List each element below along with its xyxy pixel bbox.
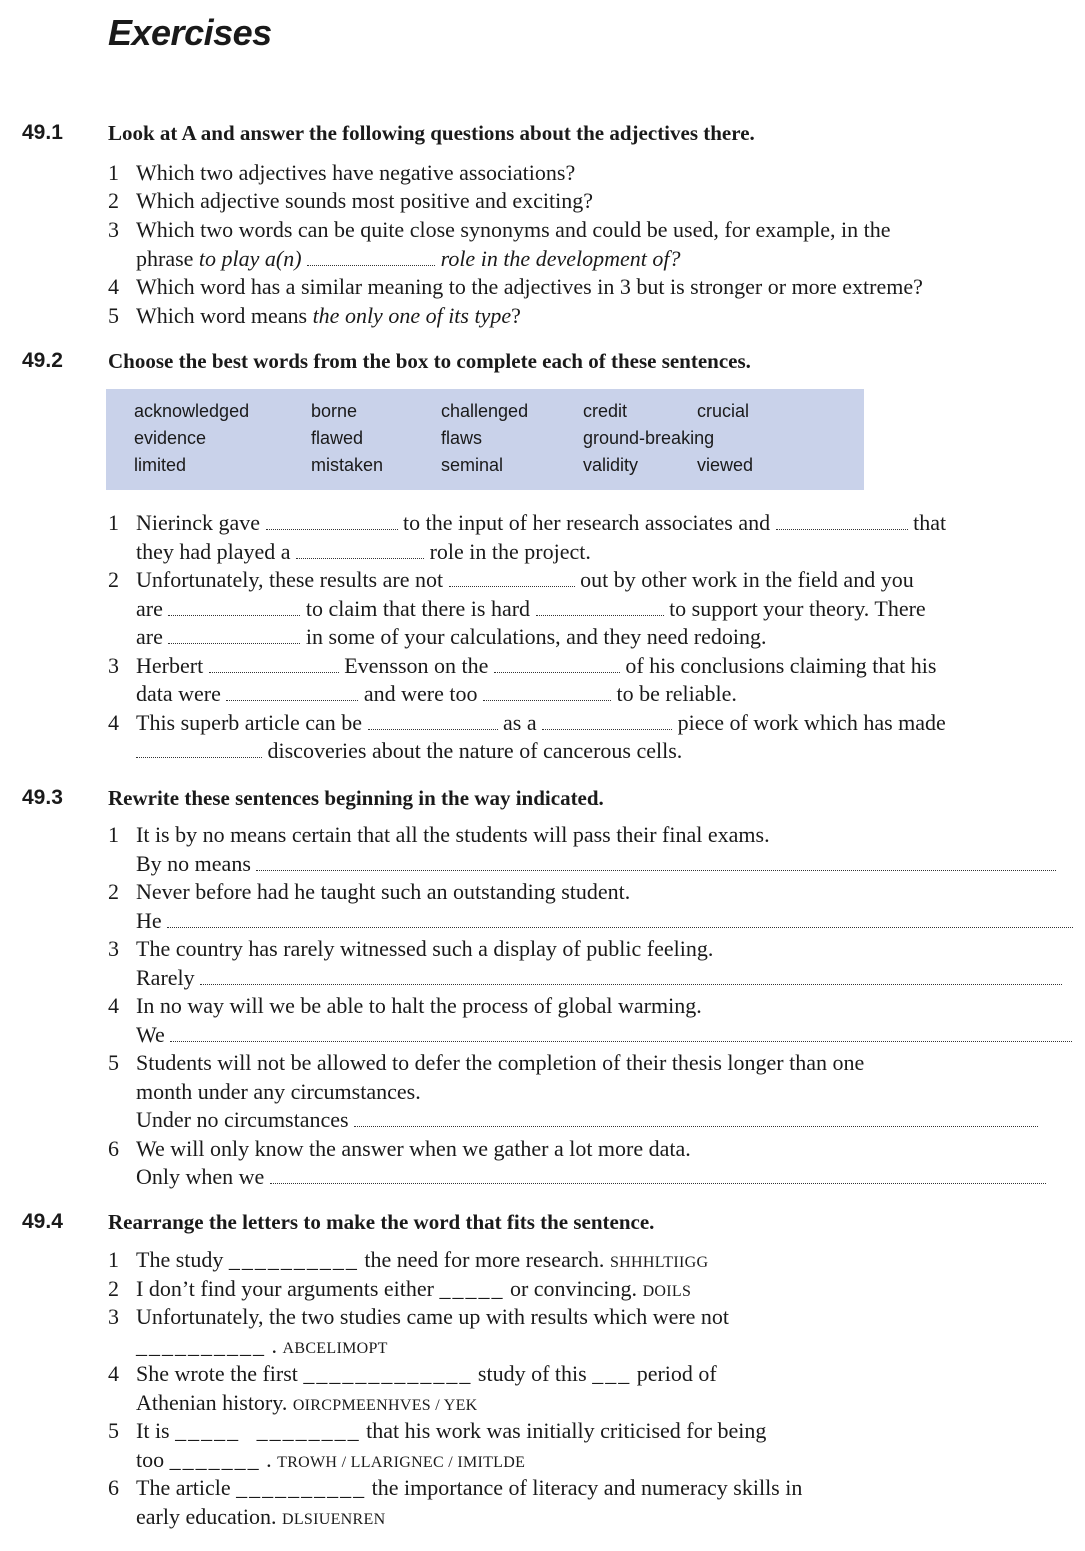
- anagram-letters: ABCELIMOPT: [282, 1340, 388, 1357]
- answer-blank[interactable]: [776, 511, 908, 530]
- box-word: viewed: [697, 455, 754, 475]
- sentence-item: 2 Unfortunately, these results are not out by other work in the field and you: [108, 567, 914, 592]
- sentence-item: 4 This superb article can be as a piece of work which has made: [108, 710, 946, 735]
- answer-blank[interactable]: [296, 540, 424, 559]
- rewrite-prompt: Rarely: [136, 964, 1062, 992]
- box-word: seminal: [441, 455, 504, 475]
- rewrite-prompt: He: [136, 907, 1073, 935]
- letter-blanks[interactable]: ________: [256, 1418, 361, 1443]
- answer-blank[interactable]: [536, 597, 664, 616]
- answer-line[interactable]: [256, 852, 1056, 871]
- box-word: credit: [583, 401, 628, 421]
- letter-blanks[interactable]: _____________: [303, 1361, 473, 1386]
- answer-blank[interactable]: [449, 568, 575, 587]
- sentence-item: 2 I don’t find your arguments either _____ or convincing. DOILS: [108, 1276, 692, 1301]
- box-word: limited: [134, 455, 187, 475]
- exercise-number: 49.2: [22, 349, 63, 372]
- sentence-item: 5 It is _____ ________ that his work was initially criticised for being: [108, 1418, 767, 1443]
- answer-line[interactable]: [170, 1023, 1072, 1042]
- exercise-instruction: Rearrange the letters to make the word that fits the sentence.: [108, 1210, 655, 1234]
- sentence-continuation: are in some of your calculations, and they need redoing.: [136, 624, 767, 649]
- answer-blank[interactable]: [209, 654, 339, 673]
- box-word: acknowledged: [134, 401, 250, 421]
- letter-blanks[interactable]: ___: [592, 1361, 632, 1386]
- sentence-continuation: they had played a role in the project.: [136, 539, 591, 564]
- question-continuation: phrase to play a(n) role in the development of?: [136, 246, 681, 271]
- sentence-item: 2 Never before had he taught such an outstanding student.: [108, 879, 631, 904]
- letter-blanks[interactable]: __________: [236, 1475, 367, 1500]
- sentence-continuation: are to claim that there is hard to support your theory. There: [136, 596, 926, 621]
- answer-blank[interactable]: [136, 739, 262, 758]
- sentence-item: 1 The study __________ the need for more research. SHHHLTIIGG: [108, 1247, 709, 1272]
- sentence-item: 3 Unfortunately, the two studies came up with results which were not: [108, 1304, 730, 1329]
- box-word: borne: [311, 401, 358, 421]
- rewrite-prompt: Only when we: [136, 1163, 1046, 1191]
- exercise-number: 49.1: [22, 121, 63, 144]
- sentence-item: 1 Nierinck gave to the input of her research associates and that: [108, 510, 947, 535]
- sentence-item: 6 The article __________ the importance of literacy and numeracy skills in: [108, 1475, 803, 1500]
- sentence-continuation: data were and were too to be reliable.: [136, 681, 737, 706]
- anagram-letters: OIRCPMEENHVES / YEK: [292, 1397, 478, 1414]
- question-item: 5 Which word means the only one of its type?: [108, 303, 521, 328]
- sentence-continuation: discoveries about the nature of cancerous cells.: [136, 737, 682, 765]
- answer-blank[interactable]: [226, 682, 358, 701]
- sentence-continuation: early education. DLSIUENREN: [136, 1504, 386, 1529]
- answer-line[interactable]: [354, 1108, 1038, 1127]
- answer-line[interactable]: [200, 966, 1062, 985]
- sentence-continuation: month under any circumstances.: [136, 1079, 421, 1104]
- box-word: ground-breaking: [583, 428, 715, 448]
- answer-blank[interactable]: [168, 625, 300, 644]
- exercise-number: 49.4: [22, 1210, 63, 1233]
- rewrite-prompt: By no means: [136, 850, 1056, 878]
- sentence-continuation: too _______ . TROWH / LLARIGNEC / IMITLDE: [136, 1447, 526, 1472]
- sentence-item: 3 Herbert Evensson on the of his conclusions claiming that his: [108, 653, 937, 678]
- sentence-item: 1 It is by no means certain that all the students will pass their final exams.: [108, 822, 770, 847]
- sentence-continuation: Athenian history. OIRCPMEENHVES / YEK: [136, 1390, 478, 1415]
- answer-line[interactable]: [270, 1165, 1046, 1184]
- answer-blank[interactable]: [168, 597, 300, 616]
- answer-blank[interactable]: [483, 682, 611, 701]
- exercise-instruction: Rewrite these sentences beginning in the way indicated.: [108, 786, 604, 810]
- letter-blanks[interactable]: __________: [228, 1247, 359, 1272]
- anagram-letters: DOILS: [642, 1283, 692, 1300]
- exercise-instruction: Choose the best words from the box to complete each of these sentences.: [108, 349, 751, 373]
- box-word: mistaken: [311, 455, 384, 475]
- box-word: flaws: [441, 428, 483, 448]
- answer-blank[interactable]: [494, 654, 620, 673]
- box-word: validity: [583, 455, 639, 475]
- sentence-continuation: __________ . ABCELIMOPT: [136, 1333, 388, 1358]
- anagram-letters: DLSIUENREN: [282, 1511, 386, 1528]
- sentence-item: 5 Students will not be allowed to defer the completion of their thesis longer than one: [108, 1050, 865, 1075]
- question-item: 2 Which adjective sounds most positive and exciting?: [108, 188, 594, 213]
- sentence-item: 3 The country has rarely witnessed such a display of public feeling.: [108, 936, 714, 961]
- box-word: challenged: [441, 401, 529, 421]
- question-item: 1 Which two adjectives have negative associations?: [108, 160, 576, 185]
- sentence-item: 4 In no way will we be able to halt the process of global warming.: [108, 993, 702, 1018]
- question-item: 3 Which two words can be quite close synonyms and could be used, for example, in the: [108, 217, 891, 242]
- rewrite-prompt: We: [136, 1021, 1072, 1049]
- letter-blanks[interactable]: _____: [175, 1418, 241, 1443]
- answer-blank[interactable]: [368, 711, 498, 730]
- exercise-number: 49.3: [22, 786, 63, 809]
- anagram-letters: TROWH / LLARIGNEC / IMITLDE: [277, 1454, 526, 1471]
- letter-blanks[interactable]: _______: [169, 1447, 261, 1472]
- rewrite-prompt: Under no circumstances: [136, 1106, 1038, 1134]
- anagram-letters: SHHHLTIIGG: [609, 1254, 709, 1271]
- question-item: 4 Which word has a similar meaning to the adjectives in 3 but is stronger or more extreme?: [108, 274, 923, 299]
- answer-blank[interactable]: [266, 511, 398, 530]
- letter-blanks[interactable]: __________: [136, 1333, 266, 1358]
- answer-blank[interactable]: [307, 247, 435, 266]
- sentence-item: 6 We will only know the answer when we gather a lot more data.: [108, 1136, 691, 1161]
- sentence-item: 4 She wrote the first _____________ study of this ___ period of: [108, 1361, 717, 1386]
- box-word: evidence: [134, 428, 207, 448]
- letter-blanks[interactable]: _____: [439, 1276, 505, 1301]
- exercise-instruction: Look at A and answer the following questions about the adjectives there.: [108, 121, 755, 145]
- answer-blank[interactable]: [542, 711, 672, 730]
- box-word: flawed: [311, 428, 364, 448]
- box-word: crucial: [697, 401, 750, 421]
- answer-line[interactable]: [167, 909, 1073, 928]
- page-title: Exercises: [108, 12, 272, 53]
